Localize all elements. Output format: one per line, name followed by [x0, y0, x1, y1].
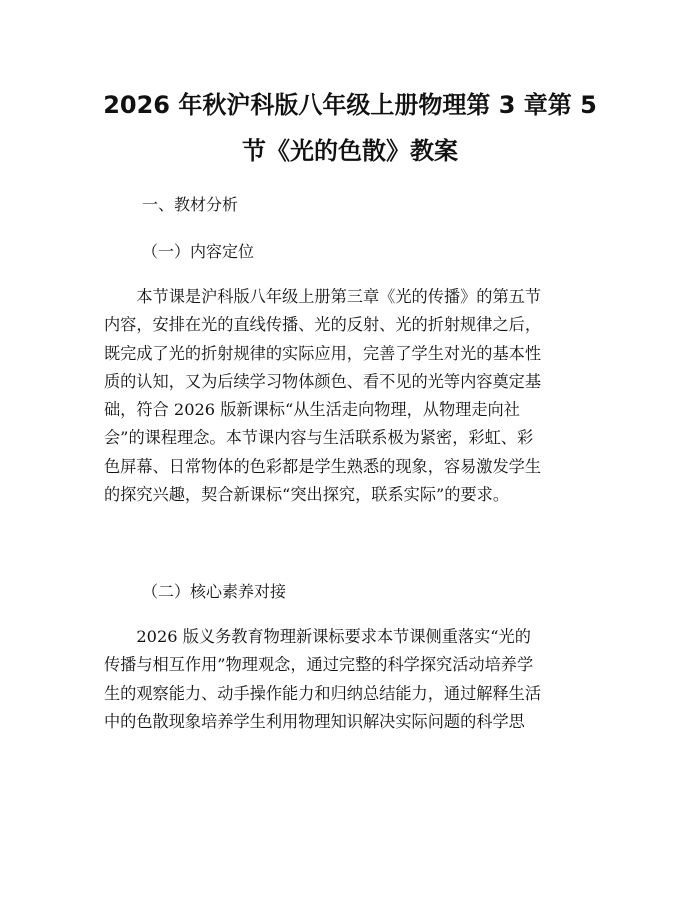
section-heading-textbook-analysis: 一、教材分析 — [142, 195, 239, 214]
paragraph-core-literacy — [104, 623, 604, 736]
paragraph-line: 既完成了光的折射规律的实际应用，完善了学生对光的基本性 — [104, 343, 542, 363]
paragraph-line: 会”的课程理念。本节课内容与生活联系极为紧密，彩虹、彩 — [104, 428, 534, 448]
paragraph-content-positioning — [104, 283, 604, 509]
paragraph-line: 的探究兴趣，契合新课标“突出探究，联系实际”的要求。 — [104, 485, 510, 505]
document-title-line-2: 节《光的色散》教案 — [242, 137, 458, 165]
paragraph-line: 中的色散现象培养学生利用物理知识解决实际问题的科学思 — [104, 711, 525, 731]
paragraph-line: 传播与相互作用”物理观念，通过完整的科学探究活动培养学 — [104, 655, 534, 675]
paragraph-line: 础，符合 2026 版新课标“从生活走向物理，从物理走向社 — [104, 400, 520, 420]
paragraph-line: 质的认知，又为后续学习物体颜色、看不见的光等内容奠定基 — [104, 371, 542, 391]
paragraph-line: 色屏幕、日常物体的色彩都是学生熟悉的现象，容易激发学生 — [104, 456, 542, 476]
paragraph-line: 生的观察能力、动手操作能力和归纳总结能力，通过解释生活 — [104, 683, 542, 703]
document-title-line-1: 2026 年秋沪科版八年级上册物理第 3 章第 5 — [103, 91, 597, 119]
paragraph-line: 2026 版义务教育物理新课标要求本节课侧重落实“光的 — [104, 627, 531, 646]
paragraph-line: 内容，安排在光的直线传播、光的反射、光的折射规律之后， — [104, 315, 542, 335]
subsection-heading-content-positioning: （一）内容定位 — [142, 242, 255, 261]
subsection-heading-core-literacy: （二）核心素养对接 — [142, 582, 287, 601]
paragraph-line: 本节课是沪科版八年级上册第三章《光的传播》的第五节 — [104, 287, 542, 306]
